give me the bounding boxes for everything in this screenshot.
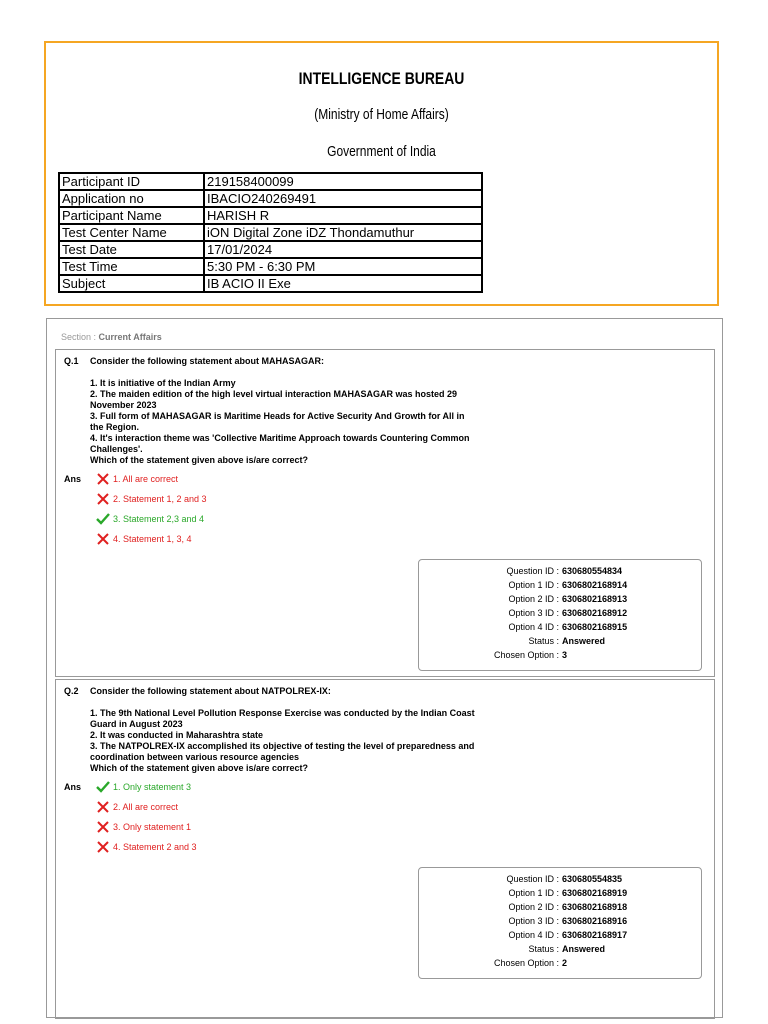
question-id: 630680554835 (562, 874, 623, 884)
question-line: Consider the following statement about NATPOLREX-IX: (90, 686, 331, 696)
question-line: 1. The 9th National Level Pollution Response Exercise was conducted by the Indian Coast (90, 708, 475, 718)
info-value: HARISH R (204, 207, 482, 224)
info-value: 17/01/2024 (204, 241, 482, 258)
info-row (59, 241, 482, 258)
question-text (90, 356, 510, 466)
info-row (59, 275, 482, 292)
meta-label: Question ID : (506, 874, 559, 884)
participant-info-table (58, 172, 483, 293)
info-key: Participant Name (59, 207, 204, 224)
info-key: Test Date (59, 241, 204, 258)
info-key: Application no (59, 190, 204, 207)
info-value: IBACIO240269491 (204, 190, 482, 207)
info-value: 5:30 PM - 6:30 PM (204, 258, 482, 275)
check-icon (96, 513, 110, 525)
meta-label: Option 2 ID : (508, 594, 559, 604)
question-line: the Region. (90, 422, 139, 432)
question-number: Q.2 (64, 686, 79, 696)
option-3-id: 6306802168912 (562, 608, 628, 618)
question-meta-box (418, 867, 702, 979)
question-line: Guard in August 2023 (90, 719, 183, 729)
meta-label: Option 3 ID : (508, 608, 559, 618)
info-row (59, 258, 482, 275)
answer-option (96, 841, 197, 853)
question-id: 630680554834 (562, 566, 623, 576)
option-text: 2. Statement 1, 2 and 3 (113, 494, 207, 504)
cross-icon (96, 821, 110, 833)
option-text: 4. Statement 2 and 3 (113, 842, 197, 852)
meta-label: Option 2 ID : (508, 902, 559, 912)
question-line (90, 697, 510, 708)
question-meta-box (418, 559, 702, 671)
meta-label: Option 4 ID : (508, 622, 559, 632)
info-row (59, 207, 482, 224)
question-line: coordination between various resource agencies (90, 752, 300, 762)
meta-label: Option 1 ID : (508, 580, 559, 590)
info-key: Participant ID (59, 173, 204, 190)
cross-icon (96, 801, 110, 813)
chosen-option-value: 3 (562, 650, 568, 660)
answer-option (96, 493, 207, 505)
option-2-id: 6306802168913 (562, 594, 628, 604)
question-line: 2. The maiden edition of the high level virtual interaction MAHASAGAR was hosted 29 (90, 389, 458, 399)
option-text: 3. Only statement 1 (113, 822, 192, 832)
meta-label: Status : (528, 636, 559, 646)
meta-label: Chosen Option : (493, 650, 559, 660)
answer-option-correct (96, 513, 204, 525)
meta-label: Option 1 ID : (508, 888, 559, 898)
answer-option (96, 821, 191, 833)
question-line: Consider the following statement about MAHASAGAR: (90, 356, 324, 366)
info-value: IB ACIO II Exe (204, 275, 482, 292)
meta-label: Option 3 ID : (508, 916, 559, 926)
question-text (90, 686, 510, 774)
status-value: Answered (562, 944, 606, 954)
info-value: 219158400099 (204, 173, 482, 190)
meta-label: Chosen Option : (493, 958, 559, 968)
info-row (59, 224, 482, 241)
answer-option-correct (96, 781, 191, 793)
question-line: 4. It's interaction theme was 'Collective Maritime Approach towards Countering Common (90, 433, 470, 443)
government-subtitle: Government of India (327, 143, 436, 160)
option-4-id: 6306802168917 (562, 930, 628, 940)
section-name: Current Affairs (98, 332, 162, 342)
question-line: 1. It is initiative of the Indian Army (90, 378, 236, 388)
question-line: November 2023 (90, 400, 157, 410)
question-line: 2. It was conducted in Maharashtra state (90, 730, 264, 740)
answer-option (96, 533, 192, 545)
info-value: iON Digital Zone iDZ Thondamuthur (204, 224, 482, 241)
option-4-id: 6306802168915 (562, 622, 628, 632)
cross-icon (96, 533, 110, 545)
question-number: Q.1 (64, 356, 79, 366)
question-line (90, 367, 510, 378)
exam-header (44, 41, 719, 306)
option-1-id: 6306802168919 (562, 888, 628, 898)
option-text: 4. Statement 1, 3, 4 (113, 534, 192, 544)
answer-label: Ans (64, 782, 82, 792)
question-line: Which of the statement given above is/are correct? (90, 455, 309, 465)
answer-option (96, 801, 178, 813)
info-key: Test Time (59, 258, 204, 275)
info-row (59, 190, 482, 207)
question-line: Challenges'. (90, 444, 143, 454)
question-panel (46, 318, 723, 1018)
option-2-id: 6306802168918 (562, 902, 628, 912)
answer-option (96, 473, 178, 485)
section-label: Section : (61, 332, 99, 342)
cross-icon (96, 473, 110, 485)
question-line: Which of the statement given above is/are correct? (90, 763, 309, 773)
info-key: Test Center Name (59, 224, 204, 241)
question-line: 3. The NATPOLREX-IX accomplished its objective of testing the level of preparedness and (90, 741, 475, 751)
section-heading (61, 332, 162, 342)
meta-label: Status : (528, 944, 559, 954)
chosen-option-value: 2 (562, 958, 568, 968)
option-1-id: 6306802168914 (562, 580, 628, 590)
answer-label: Ans (64, 474, 82, 484)
option-text: 1. All are correct (113, 474, 179, 484)
question-card (55, 679, 715, 1019)
cross-icon (96, 841, 110, 853)
org-title: INTELLIGENCE BUREAU (298, 69, 465, 88)
meta-label: Option 4 ID : (508, 930, 559, 940)
option-text: 2. All are correct (113, 802, 179, 812)
ministry-subtitle: (Ministry of Home Affairs) (314, 106, 449, 123)
info-row (59, 173, 482, 190)
option-3-id: 6306802168916 (562, 916, 628, 926)
info-key: Subject (59, 275, 204, 292)
question-line: 3. Full form of MAHASAGAR is Maritime Heads for Active Security And Growth for All in (90, 411, 465, 421)
check-icon (96, 781, 110, 793)
cross-icon (96, 493, 110, 505)
option-text: 1. Only statement 3 (113, 782, 192, 792)
option-text: 3. Statement 2,3 and 4 (113, 514, 205, 524)
question-card (55, 349, 715, 677)
meta-label: Question ID : (506, 566, 559, 576)
status-value: Answered (562, 636, 606, 646)
